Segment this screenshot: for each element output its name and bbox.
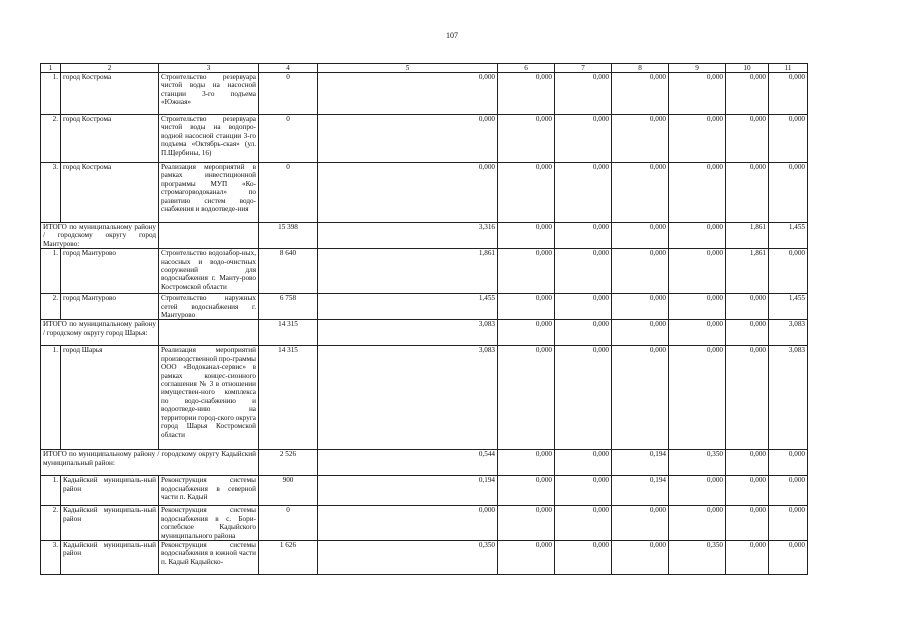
value-cell: 0,000 xyxy=(318,163,498,223)
value-cell: 0,000 xyxy=(555,506,612,541)
value-cell: 0,000 xyxy=(769,450,808,476)
value-cell: 0,000 xyxy=(669,476,726,506)
value-cell: 1,861 xyxy=(726,249,769,294)
value-cell: 0,000 xyxy=(498,506,555,541)
value-cell: 900 xyxy=(259,476,318,506)
project-description: Реализация мероприятий производственной про-граммы ООО «Водоканал-сервис» в рамках концес-сионного соглашения № 3 в отношении имуществен-ного комплекса по водо-снабжению и водоотведе-нию на территории город-ского округа город Шарья Костромской области xyxy=(159,346,259,450)
value-cell: 0,000 xyxy=(669,294,726,320)
value-cell: 0,000 xyxy=(726,450,769,476)
table-row xyxy=(41,73,808,115)
value-cell: 0,000 xyxy=(612,294,669,320)
project-description: Строительство резервуара чистой воды на насосной станции 3-го подъема «Южная» xyxy=(159,73,259,115)
value-cell: 3,083 xyxy=(318,320,498,346)
row-number: 1. xyxy=(41,73,61,115)
value-cell: 0,000 xyxy=(555,320,612,346)
value-cell: 0,000 xyxy=(555,476,612,506)
value-cell: 1,455 xyxy=(769,223,808,249)
place-name: город Кострома xyxy=(61,73,159,115)
place-name: город Мантурово xyxy=(61,294,159,320)
investment-table xyxy=(40,63,808,575)
total-label: ИТОГО по муниципальному району / городскому округу Кадыйский муниципальный район: xyxy=(41,450,259,476)
value-cell: 0,000 xyxy=(612,346,669,450)
page-number: 107 xyxy=(446,31,458,40)
project-description: Строительство наружных сетей водоснабжения г. Мантурово xyxy=(159,294,259,320)
header-row xyxy=(41,64,808,73)
value-cell: 0,350 xyxy=(669,450,726,476)
table-row xyxy=(41,163,808,223)
row-number: 1. xyxy=(41,249,61,294)
value-cell: 0,000 xyxy=(555,115,612,163)
value-cell: 0 xyxy=(259,115,318,163)
value-cell: 0,544 xyxy=(318,450,498,476)
row-number: 3. xyxy=(41,163,61,223)
value-cell: 0,000 xyxy=(612,541,669,575)
value-cell: 1,861 xyxy=(318,249,498,294)
value-cell: 0,000 xyxy=(769,163,808,223)
value-cell: 0,000 xyxy=(498,450,555,476)
value-cell: 0,000 xyxy=(318,73,498,115)
table-row xyxy=(41,541,808,575)
value-cell: 2 526 xyxy=(259,450,318,476)
value-cell: 0,000 xyxy=(555,249,612,294)
value-cell: 0,000 xyxy=(726,115,769,163)
value-cell: 0 xyxy=(259,506,318,541)
value-cell: 0,000 xyxy=(726,163,769,223)
empty-cell xyxy=(159,320,259,346)
value-cell: 0,000 xyxy=(612,223,669,249)
row-number: 2. xyxy=(41,294,61,320)
value-cell: 0,000 xyxy=(318,506,498,541)
value-cell: 8 640 xyxy=(259,249,318,294)
value-cell: 0,194 xyxy=(612,450,669,476)
place-name: город Кострома xyxy=(61,115,159,163)
value-cell: 0,000 xyxy=(726,541,769,575)
column-header: 2 xyxy=(61,64,159,73)
project-description: Реконструкция системы водоснабжения в южной части п. Кадый Кадыйско- xyxy=(159,541,259,575)
value-cell: 0,000 xyxy=(555,346,612,450)
value-cell: 6 758 xyxy=(259,294,318,320)
value-cell: 0,000 xyxy=(669,73,726,115)
place-name: Кадыйский муниципаль-ный район xyxy=(61,506,159,541)
total-label: ИТОГО по муниципальному району / городскому округу город Шарья: xyxy=(41,320,159,346)
project-description: Реконструкция системы водоснабжения в с. Бори-соглебское Кадыйского муниципального района xyxy=(159,506,259,541)
column-header: 7 xyxy=(555,64,612,73)
value-cell: 0,000 xyxy=(555,294,612,320)
value-cell: 14 315 xyxy=(259,346,318,450)
table-row xyxy=(41,506,808,541)
value-cell: 14 315 xyxy=(259,320,318,346)
table-row xyxy=(41,346,808,450)
table-body xyxy=(41,64,808,575)
column-header: 8 xyxy=(612,64,669,73)
project-description: Реконструкция системы водоснабжения в северной части п. Кадый xyxy=(159,476,259,506)
value-cell: 0,350 xyxy=(669,541,726,575)
project-description: Строительство водозабор-ных, насосных и водо-очистных сооружений для водоснабжения г. Манту-рово Костромской области xyxy=(159,249,259,294)
total-label: ИТОГО по муниципальному району / городскому округу город Мантурово: xyxy=(41,223,159,249)
total-row xyxy=(41,320,808,346)
value-cell: 0,194 xyxy=(318,476,498,506)
value-cell: 0,000 xyxy=(555,541,612,575)
row-number: 2. xyxy=(41,115,61,163)
value-cell: 0,000 xyxy=(498,346,555,450)
value-cell: 0,000 xyxy=(612,249,669,294)
value-cell: 0,000 xyxy=(555,163,612,223)
value-cell: 0 xyxy=(259,73,318,115)
value-cell: 1 626 xyxy=(259,541,318,575)
place-name: город Мантурово xyxy=(61,249,159,294)
value-cell: 0,000 xyxy=(498,541,555,575)
value-cell: 0,000 xyxy=(769,506,808,541)
value-cell: 3,083 xyxy=(769,320,808,346)
row-number: 3. xyxy=(41,541,61,575)
value-cell: 0,000 xyxy=(726,294,769,320)
value-cell: 3,083 xyxy=(769,346,808,450)
value-cell: 0,000 xyxy=(612,73,669,115)
value-cell: 0,000 xyxy=(498,115,555,163)
value-cell: 0,000 xyxy=(726,320,769,346)
value-cell: 0,000 xyxy=(726,506,769,541)
value-cell: 0,000 xyxy=(669,249,726,294)
row-number: 1. xyxy=(41,346,61,450)
column-header: 4 xyxy=(259,64,318,73)
value-cell: 0,000 xyxy=(318,115,498,163)
value-cell: 0,000 xyxy=(555,223,612,249)
value-cell: 0,000 xyxy=(726,476,769,506)
value-cell: 0,000 xyxy=(498,163,555,223)
value-cell: 0,000 xyxy=(612,320,669,346)
value-cell: 0,000 xyxy=(612,163,669,223)
column-header: 6 xyxy=(498,64,555,73)
table-row xyxy=(41,249,808,294)
project-description: Строительство резервуара чистой воды на водопро-водной насосной станции 3-го подъема «Октябрь-ская» (ул. П.Щербины, 16) xyxy=(159,115,259,163)
value-cell: 0,000 xyxy=(555,450,612,476)
value-cell: 0,000 xyxy=(669,163,726,223)
value-cell: 0,000 xyxy=(498,249,555,294)
table-row xyxy=(41,476,808,506)
value-cell: 0,000 xyxy=(669,506,726,541)
project-description: Реализация мероприятий в рамках инвестиционной программы МУП «Ко-стромагорводоканал» по развитию систем водо-снабжения и водоотведе-ния xyxy=(159,163,259,223)
value-cell: 0,000 xyxy=(498,320,555,346)
value-cell: 0,000 xyxy=(555,73,612,115)
column-header: 5 xyxy=(318,64,498,73)
place-name: город Кострома xyxy=(61,163,159,223)
value-cell: 0,000 xyxy=(612,506,669,541)
column-header: 1 xyxy=(41,64,61,73)
value-cell: 0,000 xyxy=(669,346,726,450)
value-cell: 0 xyxy=(259,163,318,223)
place-name: Кадыйский муниципаль-ный район xyxy=(61,476,159,506)
value-cell: 0,000 xyxy=(498,73,555,115)
value-cell: 0,000 xyxy=(669,115,726,163)
value-cell: 0,000 xyxy=(769,541,808,575)
value-cell: 0,000 xyxy=(726,73,769,115)
value-cell: 0,350 xyxy=(318,541,498,575)
value-cell: 0,194 xyxy=(612,476,669,506)
value-cell: 0,000 xyxy=(769,73,808,115)
column-header: 11 xyxy=(769,64,808,73)
value-cell: 1,455 xyxy=(769,294,808,320)
value-cell: 3,083 xyxy=(318,346,498,450)
value-cell: 0,000 xyxy=(612,115,669,163)
column-header: 3 xyxy=(159,64,259,73)
value-cell: 0,000 xyxy=(498,294,555,320)
value-cell: 0,000 xyxy=(498,223,555,249)
row-number: 2. xyxy=(41,506,61,541)
table-row xyxy=(41,115,808,163)
value-cell: 3,316 xyxy=(318,223,498,249)
total-row xyxy=(41,223,808,249)
table-row xyxy=(41,294,808,320)
column-header: 10 xyxy=(726,64,769,73)
value-cell: 1,861 xyxy=(726,223,769,249)
value-cell: 0,000 xyxy=(498,476,555,506)
value-cell: 0,000 xyxy=(769,115,808,163)
column-header: 9 xyxy=(669,64,726,73)
place-name: город Шарья xyxy=(61,346,159,450)
value-cell: 0,000 xyxy=(769,476,808,506)
place-name: Кадыйский муниципаль-ный район xyxy=(61,541,159,575)
value-cell: 0,000 xyxy=(726,346,769,450)
total-row xyxy=(41,450,808,476)
value-cell: 0,000 xyxy=(769,249,808,294)
value-cell: 15 398 xyxy=(259,223,318,249)
value-cell: 0,000 xyxy=(669,223,726,249)
value-cell: 0,000 xyxy=(669,320,726,346)
empty-cell xyxy=(159,223,259,249)
value-cell: 1,455 xyxy=(318,294,498,320)
row-number: 1. xyxy=(41,476,61,506)
